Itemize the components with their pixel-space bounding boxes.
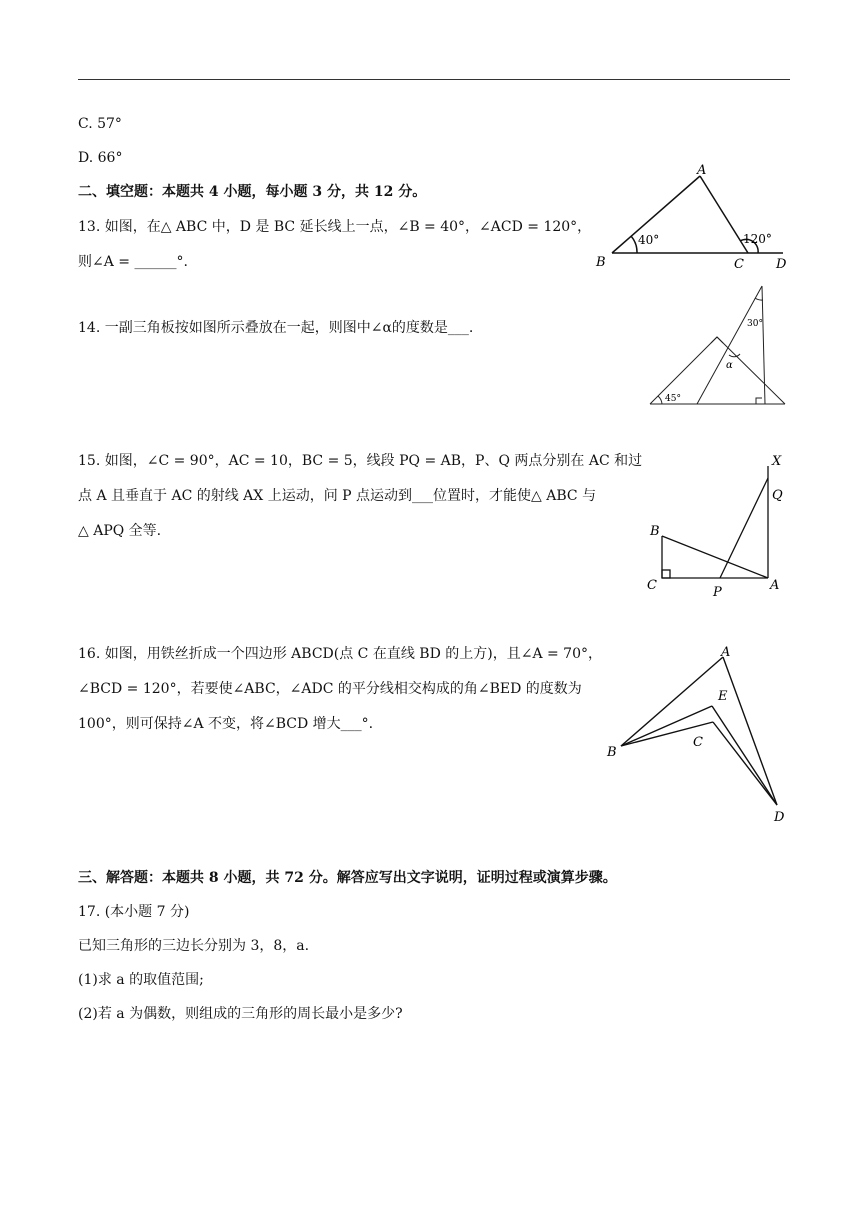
q14-angle-45: 45°	[665, 394, 681, 404]
q14-line1: 14. 一副三角板按如图所示叠放在一起，则图中∠α的度数是___.	[78, 320, 474, 336]
q16-label-b: B	[607, 745, 617, 760]
q13-label-d: D	[776, 257, 787, 272]
q16-line1: 16. 如图，用铁丝折成一个四边形 ABCD(点 C 在直线 BD 的上方)，且∠A = 70°，	[78, 646, 602, 662]
q14-alpha-label: α	[726, 360, 733, 371]
q16-label-a: A	[721, 645, 731, 660]
q13-label-a: A	[697, 163, 707, 178]
q13-label-c: C	[734, 257, 744, 272]
q15-line2: 点 A 且垂直于 AC 的射线 AX 上运动，问 P 点运动到___位置时，才能使△ ABC 与	[78, 488, 597, 504]
q14-angle-30: 30°	[747, 319, 763, 329]
q15-label-p: P	[713, 585, 722, 600]
q15-figure	[640, 448, 800, 603]
q13-line1: 13. 如图，在△ ABC 中，D 是 BC 延长线上一点，∠B = 40°，∠ACD = 120°，	[78, 219, 592, 235]
q16-label-d: D	[774, 810, 785, 825]
q15-label-b: B	[650, 524, 660, 539]
q17-title: 17. (本小题 7 分)	[78, 904, 190, 920]
q17-part2: (2)若 a 为偶数，则组成的三角形的周长最小是多少?	[78, 1006, 403, 1022]
q13-angle-acd: 120°	[743, 232, 772, 246]
header-rule	[78, 79, 790, 80]
q16-label-c: C	[693, 735, 703, 750]
q16-line2: ∠BCD = 120°，若要使∠ABC，∠ADC 的平分线相交构成的角∠BED 的度数为	[78, 681, 582, 697]
q13-triangle-figure	[590, 158, 800, 273]
section2-heading: 二、填空题：本题共 4 小题，每小题 3 分，共 12 分。	[78, 184, 427, 200]
q15-label-q: Q	[772, 488, 783, 503]
section3-heading: 三、解答题：本题共 8 小题，共 72 分。解答应写出文字说明，证明过程或演算步骤。	[78, 870, 617, 886]
q15-label-x: X	[772, 454, 782, 469]
q13-label-b: B	[596, 255, 606, 270]
option-d: D. 66°	[78, 150, 123, 166]
q15-line3: △ APQ 全等.	[78, 523, 162, 539]
q15-label-c: C	[647, 578, 657, 593]
q16-label-e: E	[718, 689, 728, 704]
q15-line1: 15. 如图，∠C = 90°，AC = 10，BC = 5，线段 PQ = AB，P、Q 两点分别在 AC 和过	[78, 453, 643, 469]
q13-line2: 则∠A = ______°.	[78, 254, 188, 270]
q13-angle-b: 40°	[638, 233, 660, 247]
q16-quadrilateral-figure	[595, 640, 795, 825]
q15-label-a: A	[770, 578, 780, 593]
q17-stem: 已知三角形的三边长分别为 3，8，a.	[78, 938, 310, 954]
q16-line3: 100°，则可保持∠A 不变，将∠BCD 增大___°.	[78, 716, 374, 732]
option-c: C. 57°	[78, 116, 122, 132]
q17-part1: (1)求 a 的取值范围;	[78, 972, 204, 988]
q14-set-squares-figure	[645, 282, 790, 407]
